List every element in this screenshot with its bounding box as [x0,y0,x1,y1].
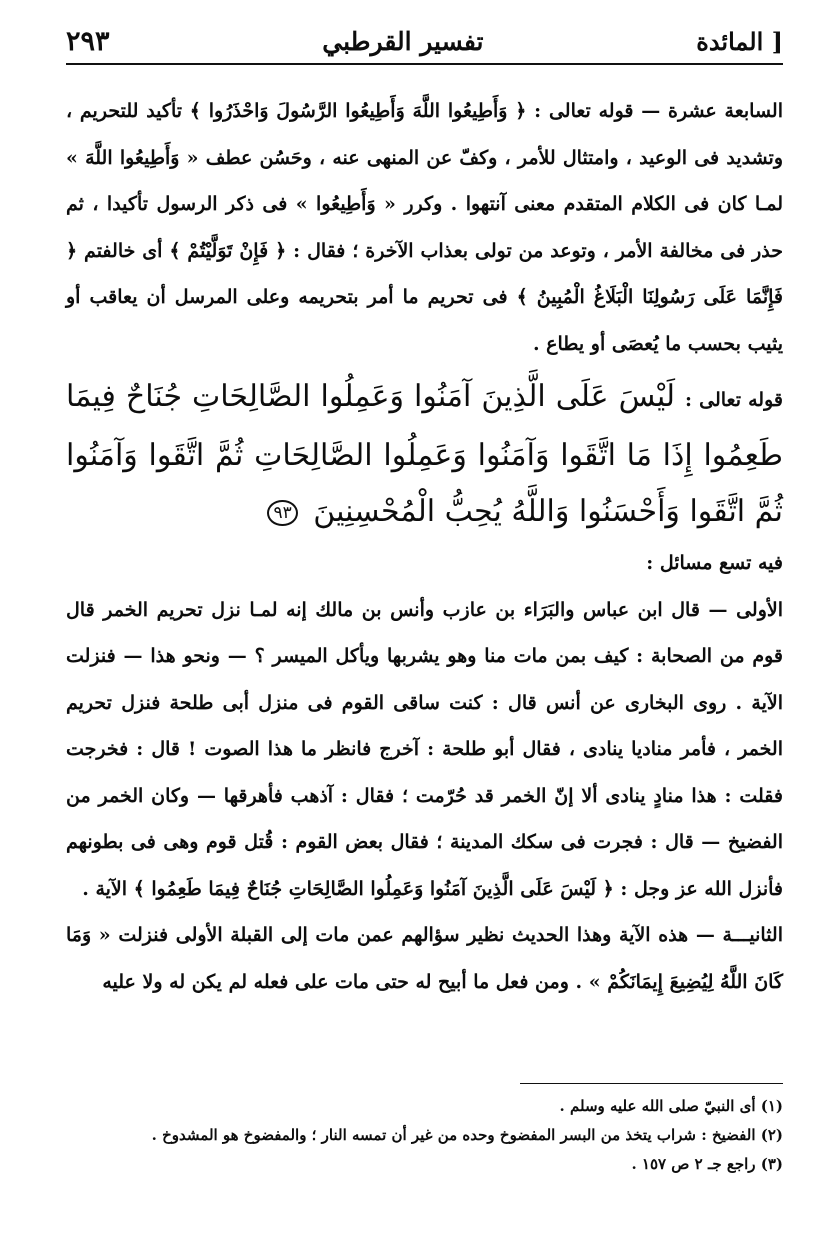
footnotes [66,1092,783,1179]
issue-second: الثانيـــة — هذه الآية وهذا الحديث نظير سؤالهم عمن مات إلى القبلة الأولى فنزلت « وَمَا كَانَ اللَّهُ لِيُضِيعَ إِيمَانَكُمْ » . ومن فعل ما أبيح له حتى مات على فعله لم يكن له ولا عليه [66,924,783,993]
header-rule [66,63,783,65]
quran-verse [66,367,783,540]
issue-first: الأولى — قال ابن عباس والبَرَاء بن عازب وأنس بن مالك إنه لمـا نزل تحريم الخمر قال قوم من الصحابة : كيف بمن مات منا وهو يشربها ويأكل الميسر ؟ — ونحو هذا — فنزلت الآية . روى البخارى عن أنس قال : كنت ساقى القوم فى منزل أبى طلحة فنزل تحريم الخمر ، فأمر مناديا ينادى ، فقال أبو طلحة : آخرج فانظر ما هذا الصوت ! قال : فخرجت فقلت : هذا منادٍ ينادى ألا إنّ الخمر قد حُرّمت ؛ فقال : آذهب فأهرقها — وكان الخمر من الفضيخ — قال : فجرت فى سكك المدينة ؛ فقال بعض القوم : قُتل قوم وهى فى بطونهم فأنزل الله عز وجل : ﴿ لَيْسَ عَلَى الَّذِينَ آمَنُوا وَعَمِلُوا الصَّالِحَاتِ جُنَاحٌ فِيمَا طَعِمُوا ﴾ الآية . [66,598,783,900]
page-number: ٢٩٣ [66,25,110,57]
footnote-1: (١) أى النبيّ صلى الله عليه وسلم . [559,1097,783,1115]
issues-intro: فيه تسع مسائل : [646,552,783,574]
verse-number-badge: ٩٣ [267,500,297,526]
book-title: تفسير القرطبي [322,26,484,56]
verse-intro: قوله تعالى : [685,389,783,411]
verse-text: لَيْسَ عَلَى الَّذِينَ آمَنُوا وَعَمِلُوا الصَّالِحَاتِ جُنَاحٌ فِيمَا طَعِمُوا إِذَا مَا اتَّقَوا وَآمَنُوا وَعَمِلُوا الصَّالِحَاتِ ثُمَّ اتَّقَوا وَآمَنُوا ثُمَّ اتَّقَوا وَأَحْسَنُوا وَاللَّهُ يُحِبُّ الْمُحْسِنِينَ [66,379,783,529]
footnote-2: (٢) الفضيخ : شراب يتخذ من البسر المفضوخ وحده من غير أن تمسه النار ؛ والمفضوخ هو المشدوخ . [151,1126,783,1144]
surah-name: المائدة ] [696,26,783,56]
footnote-3: (٣) راجع جـ ٢ ص ١٥٧ . [631,1155,783,1173]
page-body [66,88,783,1005]
page-header [66,22,783,60]
footnote-rule [520,1083,783,1084]
section-seventeen: السابعة عشرة — قوله تعالى : ﴿ وَأَطِيعُوا اللَّهَ وَأَطِيعُوا الرَّسُولَ وَاحْذَرُوا ﴾ تأكيد للتحريم ، وتشديد فى الوعيد ، وامتثال للأمر ، وكفّ عن المنهى عنه ، وحَسُن عطف « وَأَطِيعُوا اللَّهَ » لمـا كان فى الكلام المتقدم معنى آنتهوا . وكرر « وَأَطِيعُوا » فى ذكر الرسول تأكيدا ، ثم حذر فى مخالفة الأمر ، وتوعد من تولى بعذاب الآخرة ؛ فقال : ﴿ فَإِنْ تَوَلَّيْتُمْ ﴾ أى خالفتم ﴿ فَإِنَّمَا عَلَى رَسُولِنَا الْبَلَاغُ الْمُبِينُ ﴾ فى تحريم ما أمر بتحريمه وعلى المرسل أن يعاقب أو يثيب بحسب ما يُعصَى أو يطاع . [66,100,783,355]
